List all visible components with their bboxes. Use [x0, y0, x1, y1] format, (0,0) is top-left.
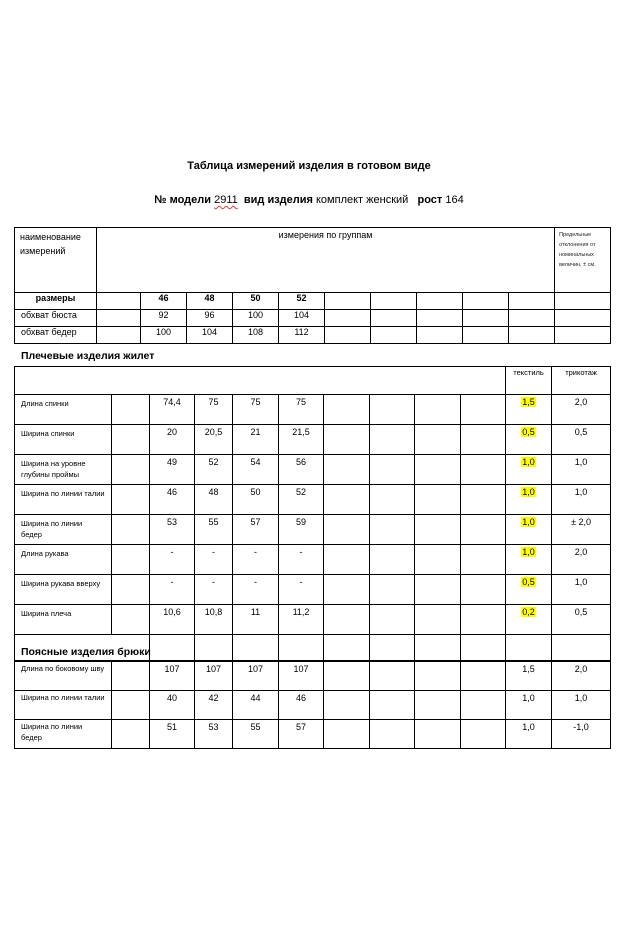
knit-tolerance-cell: 1,0: [552, 691, 611, 720]
empty-cell: [112, 485, 150, 515]
knit-tolerance-cell: 1,0: [552, 455, 611, 485]
row-label: Ширина спинки: [15, 425, 112, 455]
textile-tolerance: 1,5: [522, 664, 535, 674]
table-cell: 92: [141, 310, 187, 327]
empty-cell: [112, 515, 150, 545]
row-label: Ширина по линии бедер: [15, 515, 112, 545]
value-cell: 55: [195, 515, 233, 545]
empty-cell: [461, 455, 506, 485]
empty-cell: [415, 455, 461, 485]
value-cell: 55: [233, 720, 279, 749]
model-number: 2911: [214, 194, 238, 206]
empty-cell: [370, 691, 415, 720]
table-row: [15, 455, 611, 485]
empty-cell: [370, 515, 415, 545]
empty-cell: [112, 720, 150, 749]
knit-tolerance-cell: 2,0: [552, 662, 611, 691]
table-row: [15, 395, 611, 425]
value-cell: 54: [233, 455, 279, 485]
textile-tolerance-cell: [506, 720, 552, 749]
value-cell: -: [279, 545, 324, 575]
empty-cell: [370, 485, 415, 515]
empty-cell: [461, 485, 506, 515]
trousers-table: [14, 661, 611, 749]
empty-cell: [370, 545, 415, 575]
empty-cell: [112, 455, 150, 485]
empty-cell: [370, 455, 415, 485]
sizes-label: размеры: [15, 293, 97, 310]
empty-cell: [461, 605, 506, 635]
value-cell: 42: [195, 691, 233, 720]
row-label: Ширина на уровне глубины проймы: [15, 455, 112, 485]
value-cell: 74,4: [150, 395, 195, 425]
section-title-vest: Плечевые изделия жилет: [21, 350, 155, 362]
knit-tolerance-cell: 0,5: [552, 605, 611, 635]
row-label: Длина рукава: [15, 545, 112, 575]
table-row: [15, 293, 611, 310]
sizes-table: [14, 227, 611, 344]
textile-tolerance-cell: [506, 515, 552, 545]
textile-tolerance-cell: [506, 691, 552, 720]
row-label: Длина спинки: [15, 395, 112, 425]
value-cell: 20,5: [195, 425, 233, 455]
empty-cell: [112, 662, 150, 691]
value-cell: 52: [279, 485, 324, 515]
value-cell: -: [195, 545, 233, 575]
page-title: Таблица измерений изделия в готовом виде: [187, 160, 431, 172]
value-cell: 20: [150, 425, 195, 455]
value-cell: 48: [195, 485, 233, 515]
size-cell: 50: [233, 293, 279, 310]
empty-cell: [370, 662, 415, 691]
value-cell: 49: [150, 455, 195, 485]
knit-tolerance-cell: -1,0: [552, 720, 611, 749]
value-cell: 75: [279, 395, 324, 425]
row-label: обхват бедер: [15, 327, 97, 344]
value-cell: 46: [150, 485, 195, 515]
empty-cell: [324, 455, 370, 485]
value-cell: 75: [233, 395, 279, 425]
empty-cell: [461, 425, 506, 455]
empty-cell: [415, 515, 461, 545]
empty-cell: [324, 605, 370, 635]
value-cell: 53: [195, 720, 233, 749]
table-row: [15, 691, 611, 720]
empty-cell: [112, 575, 150, 605]
value-cell: 52: [195, 455, 233, 485]
table-cell: 104: [187, 327, 233, 344]
header-measure-name: наименование измерений: [15, 228, 97, 293]
value-cell: 21: [233, 425, 279, 455]
empty-cell: [324, 485, 370, 515]
textile-tolerance-cell: [506, 485, 552, 515]
empty-cell: [415, 575, 461, 605]
empty-cell: [112, 545, 150, 575]
table-row: [15, 545, 611, 575]
empty-cell: [415, 395, 461, 425]
col-textile: текстиль: [506, 367, 552, 395]
empty-cell: [324, 425, 370, 455]
size-cell: 48: [187, 293, 233, 310]
kind-value: комплект женский: [316, 194, 409, 206]
value-cell: 51: [150, 720, 195, 749]
empty-cell: [461, 575, 506, 605]
textile-tolerance: 0,2: [522, 607, 535, 617]
table-row: [15, 515, 611, 545]
empty-cell: [461, 662, 506, 691]
value-cell: -: [279, 575, 324, 605]
value-cell: 46: [279, 691, 324, 720]
value-cell: -: [150, 545, 195, 575]
table-row: [15, 425, 611, 455]
empty-cell: [461, 691, 506, 720]
table-cell: 108: [233, 327, 279, 344]
size-cell: 46: [141, 293, 187, 310]
table-cell: 96: [187, 310, 233, 327]
textile-tolerance: 1,0: [522, 487, 535, 497]
row-label: обхват бюста: [15, 310, 97, 327]
value-cell: 57: [279, 720, 324, 749]
textile-tolerance-cell: [506, 662, 552, 691]
value-cell: 107: [279, 662, 324, 691]
textile-tolerance: 0,5: [522, 427, 535, 437]
empty-cell: [415, 662, 461, 691]
textile-tolerance: 0,5: [522, 577, 535, 587]
table-cell: 104: [279, 310, 325, 327]
empty-cell: [415, 720, 461, 749]
value-cell: -: [195, 575, 233, 605]
empty-cell: [324, 395, 370, 425]
textile-tolerance-cell: [506, 425, 552, 455]
section-title-trousers: Поясные изделия брюки: [21, 646, 151, 658]
textile-tolerance: 1,0: [522, 722, 535, 732]
value-cell: 107: [195, 662, 233, 691]
empty-cell: [461, 720, 506, 749]
empty-cell: [324, 662, 370, 691]
empty-cell: [370, 575, 415, 605]
height-label: рост: [417, 194, 443, 206]
vest-table: [14, 366, 611, 661]
value-cell: 53: [150, 515, 195, 545]
empty-cell: [112, 691, 150, 720]
empty-cell: [324, 545, 370, 575]
empty-cell: [112, 395, 150, 425]
value-cell: 40: [150, 691, 195, 720]
empty-cell: [370, 605, 415, 635]
table-row: [15, 327, 611, 344]
value-cell: 56: [279, 455, 324, 485]
empty-cell: [415, 425, 461, 455]
value-cell: -: [233, 545, 279, 575]
empty-cell: [461, 515, 506, 545]
table-row: [15, 575, 611, 605]
value-cell: 107: [233, 662, 279, 691]
knit-tolerance-cell: 2,0: [552, 395, 611, 425]
empty-cell: [415, 545, 461, 575]
knit-tolerance-cell: 0,5: [552, 425, 611, 455]
textile-tolerance: 1,0: [522, 517, 535, 527]
empty-cell: [415, 485, 461, 515]
empty-cell: [324, 575, 370, 605]
knit-tolerance-cell: 1,0: [552, 485, 611, 515]
value-cell: 11,2: [279, 605, 324, 635]
row-label: Длина по боковому шву: [15, 662, 112, 691]
textile-tolerance-cell: [506, 395, 552, 425]
textile-tolerance: 1,0: [522, 457, 535, 467]
empty-cell: [415, 691, 461, 720]
textile-tolerance: 1,5: [522, 397, 535, 407]
row-label: Ширина рукава вверху: [15, 575, 112, 605]
value-cell: 21,5: [279, 425, 324, 455]
textile-tolerance: 1,0: [522, 693, 535, 703]
value-cell: 10,6: [150, 605, 195, 635]
header-groups: измерения по группам: [97, 228, 555, 293]
col-knit: трикотаж: [552, 367, 611, 395]
empty-cell: [461, 545, 506, 575]
row-label: Ширина по линии талии: [15, 485, 112, 515]
empty-cell: [324, 720, 370, 749]
value-cell: 44: [233, 691, 279, 720]
empty-cell: [112, 605, 150, 635]
empty-cell: [415, 605, 461, 635]
empty-cell: [324, 691, 370, 720]
knit-tolerance-cell: 1,0: [552, 575, 611, 605]
table-row: [15, 662, 611, 691]
empty-cell: [370, 720, 415, 749]
value-cell: 75: [195, 395, 233, 425]
model-info-line: [0, 194, 618, 206]
empty-cell: [461, 395, 506, 425]
textile-tolerance-cell: [506, 455, 552, 485]
value-cell: 10,8: [195, 605, 233, 635]
empty-cell: [112, 425, 150, 455]
kind-label: вид изделия: [243, 194, 313, 206]
empty-cell: [370, 395, 415, 425]
textile-tolerance-cell: [506, 575, 552, 605]
textile-tolerance: 1,0: [522, 547, 535, 557]
value-cell: 50: [233, 485, 279, 515]
textile-tolerance-cell: [506, 545, 552, 575]
row-label: Ширина плеча: [15, 605, 112, 635]
value-cell: -: [233, 575, 279, 605]
header-blank: [15, 367, 506, 395]
model-label: № модели: [154, 194, 212, 206]
value-cell: 57: [233, 515, 279, 545]
value-cell: 11: [233, 605, 279, 635]
size-cell: 52: [279, 293, 325, 310]
empty-cell: [370, 425, 415, 455]
textile-tolerance-cell: [506, 605, 552, 635]
table-row: [15, 485, 611, 515]
table-row: [15, 310, 611, 327]
row-label: Ширина по линии талии: [15, 691, 112, 720]
table-row: [15, 720, 611, 749]
knit-tolerance-cell: 2,0: [552, 545, 611, 575]
table-cell: 100: [233, 310, 279, 327]
row-label: Ширина по линии бедер: [15, 720, 112, 749]
header-tolerance: Предельные отклонения от номинальных величин, ± см.: [555, 228, 611, 293]
height-value: 164: [445, 194, 464, 206]
value-cell: 59: [279, 515, 324, 545]
value-cell: -: [150, 575, 195, 605]
table-row: [15, 605, 611, 635]
empty-cell: [324, 515, 370, 545]
value-cell: 107: [150, 662, 195, 691]
table-cell: 100: [141, 327, 187, 344]
table-cell: 112: [279, 327, 325, 344]
knit-tolerance-cell: ± 2,0: [552, 515, 611, 545]
